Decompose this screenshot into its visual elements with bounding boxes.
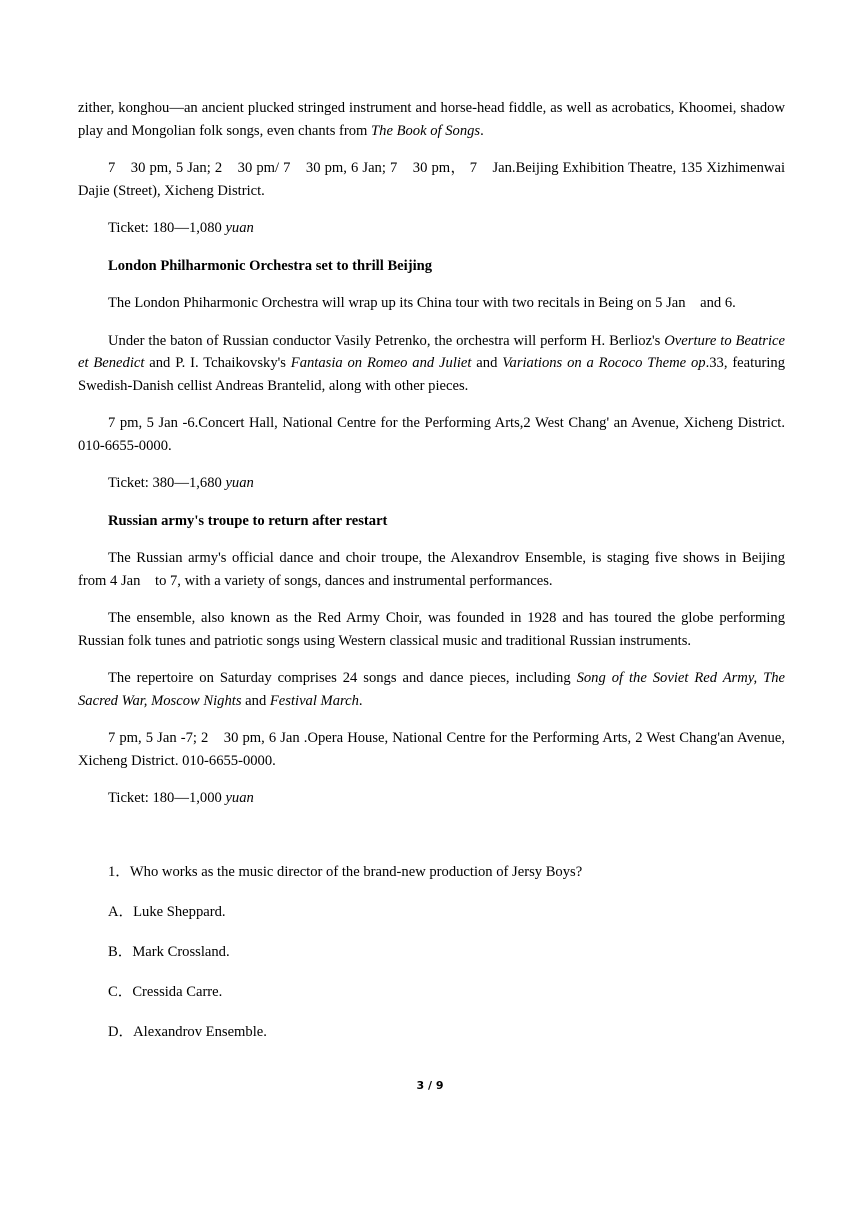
heading-russian-army-troupe: Russian army's troupe to return after restart <box>108 512 388 529</box>
paragraph-schedule-venue: 7 pm, 5 Jan -7; 2 30 pm, 6 Jan .Opera House, National Centre for the Performing Arts, 2 West Chang'an Avenue, Xicheng District. 010-6655-0000. <box>78 730 785 769</box>
page-number: 3 / 9 <box>416 1079 444 1092</box>
option-c: C．Cressida Carre. <box>108 983 223 1000</box>
heading-london-philharmonic: London Philharmonic Orchestra set to thrill Beijing <box>108 257 433 274</box>
paragraph-ticket-price: Ticket: 180—1,000 yuan <box>108 790 254 806</box>
paragraph-ticket-price: Ticket: 180—1,080 yuan <box>108 220 254 236</box>
option-d: D．Alexandrov Ensemble. <box>108 1023 267 1040</box>
paragraph-ticket-price: Ticket: 380—1,680 yuan <box>108 475 254 491</box>
paragraph-repertoire: The repertoire on Saturday comprises 24 songs and dance pieces, including Song of the Soviet Red Army, The Sacred War, Moscow Nights and Festival March. <box>78 670 785 709</box>
question-stem: 1．Who works as the music director of the brand-new production of Jersy Boys? <box>108 863 583 880</box>
paragraph-program: Under the baton of Russian conductor Vasily Petrenko, the orchestra will perform H. Berlioz's Overture to Beatrice et Benedict and P. I. Tchaikovsky's Fantasia on Romeo and Juliet and Variations on a Rococo Theme op.33, featuring Swedish-Danish cellist Andreas Brantelid, along with other pieces. <box>78 332 785 394</box>
paragraph-tour-wrap-up: The London Phiharmonic Orchestra will wrap up its China tour with two recitals in Being on 5 Jan and 6. <box>108 295 736 311</box>
paragraph-schedule-venue: 7 30 pm, 5 Jan; 2 30 pm/ 7 30 pm, 6 Jan; 7 30 pm， 7 Jan.Beijing Exhibition Theatre, 135 Xizhimenwai Dajie (Street), Xicheng District. <box>78 160 785 199</box>
option-a: A．Luke Sheppard. <box>108 903 226 920</box>
paragraph-performance-description: zither, konghou—an ancient plucked stringed instrument and horse-head fiddle, as well as acrobatics, Khoomei, shadow play and Mongolian folk songs, even chants from The Book of Songs. <box>78 100 785 139</box>
paragraph-ensemble-history: The ensemble, also known as the Red Army Choir, was founded in 1928 and has toured the globe performing Russian folk tunes and patriotic songs using Western classical music and traditional Russian instruments. <box>78 610 785 649</box>
paragraph-schedule-venue: 7 pm, 5 Jan -6.Concert Hall, National Centre for the Performing Arts,2 West Chang' an Avenue, Xicheng District. 010-6655-0000. <box>78 415 785 454</box>
paragraph-ensemble-shows: The Russian army's official dance and choir troupe, the Alexandrov Ensemble, is staging five shows in Beijing from 4 Jan to 7, with a variety of songs, dances and instrumental performances. <box>78 550 785 589</box>
option-b: B．Mark Crossland. <box>108 943 230 960</box>
document-body <box>78 97 785 1043</box>
